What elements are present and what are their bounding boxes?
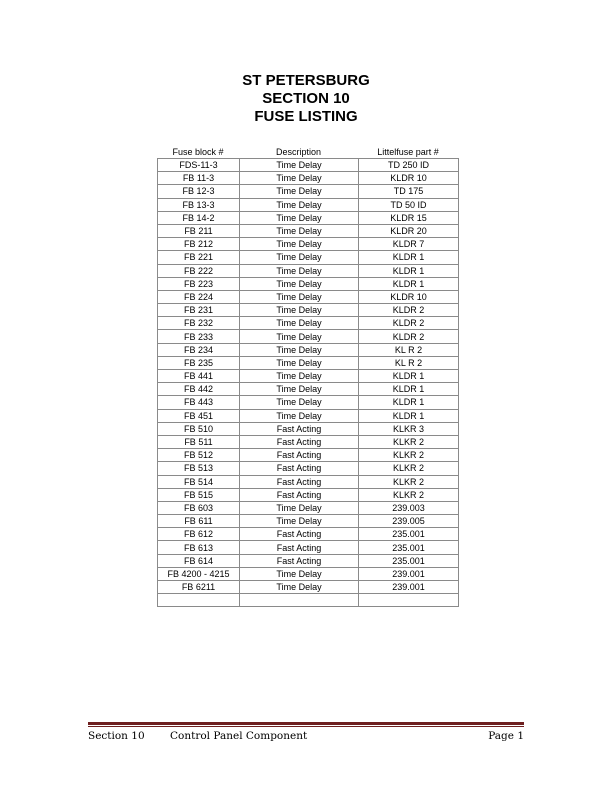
- cell-fuse-block: FB 221: [158, 251, 240, 264]
- table-row: [158, 449, 459, 462]
- cell-part-number: KLDR 2: [359, 304, 459, 317]
- cell-part-number: KLDR 1: [359, 370, 459, 383]
- table-row: [158, 554, 459, 567]
- table-row: [158, 211, 459, 224]
- cell-fuse-block: FB 514: [158, 475, 240, 488]
- table-row: [158, 541, 459, 554]
- cell-description: Fast Acting: [240, 475, 359, 488]
- cell-part-number: KLKR 2: [359, 488, 459, 501]
- table-row: [158, 356, 459, 369]
- cell-description: Time Delay: [240, 567, 359, 580]
- cell-description: Time Delay: [240, 383, 359, 396]
- cell-part-number: KLDR 1: [359, 383, 459, 396]
- cell-fuse-block: FB 513: [158, 462, 240, 475]
- cell-part-number: 235.001: [359, 554, 459, 567]
- table-row: [158, 304, 459, 317]
- table-row: [158, 462, 459, 475]
- title-city: ST PETERSBURG: [242, 72, 370, 89]
- cell-part-number: 239.005: [359, 515, 459, 528]
- cell-fuse-block: FB 11-3: [158, 172, 240, 185]
- cell-fuse-block: FB 235: [158, 356, 240, 369]
- cell-fuse-block: FB 511: [158, 435, 240, 448]
- cell-description: Fast Acting: [240, 488, 359, 501]
- cell-description: Time Delay: [240, 198, 359, 211]
- cell-part-number: KLDR 1: [359, 409, 459, 422]
- cell-fuse-block: FB 234: [158, 343, 240, 356]
- cell-description: Time Delay: [240, 224, 359, 237]
- cell-description: Time Delay: [240, 356, 359, 369]
- cell-description: Time Delay: [240, 343, 359, 356]
- table-row: [158, 251, 459, 264]
- cell-description: Time Delay: [240, 277, 359, 290]
- cell-part-number: KL R 2: [359, 343, 459, 356]
- table-row: [158, 475, 459, 488]
- table-row: [158, 185, 459, 198]
- cell-part-number: 235.001: [359, 541, 459, 554]
- cell-part-number: KLKR 2: [359, 435, 459, 448]
- cell-part-number: KLDR 20: [359, 224, 459, 237]
- cell-part-number: KLDR 2: [359, 330, 459, 343]
- table-row: [158, 567, 459, 580]
- cell-fuse-block: FB 441: [158, 370, 240, 383]
- cell-description: Time Delay: [240, 581, 359, 594]
- cell-description: Time Delay: [240, 211, 359, 224]
- cell-part-number: 239.003: [359, 501, 459, 514]
- table-row: [158, 264, 459, 277]
- table-row: [158, 159, 459, 172]
- cell-description: Time Delay: [240, 396, 359, 409]
- cell-fuse-block: FB 6211: [158, 581, 240, 594]
- cell-fuse-block: FB 222: [158, 264, 240, 277]
- cell-fuse-block: FB 613: [158, 541, 240, 554]
- cell-description: Fast Acting: [240, 528, 359, 541]
- cell-fuse-block: FB 12-3: [158, 185, 240, 198]
- cell-part-number: KLDR 1: [359, 277, 459, 290]
- cell-part-number: KLDR 10: [359, 290, 459, 303]
- cell-fuse-block: FB 223: [158, 277, 240, 290]
- cell-fuse-block: FB 614: [158, 554, 240, 567]
- table-row: [158, 238, 459, 251]
- cell-part-number: KLDR 10: [359, 172, 459, 185]
- table-row: [158, 581, 459, 594]
- table-row: [158, 224, 459, 237]
- cell-part-number: KL R 2: [359, 356, 459, 369]
- cell-part-number: KLDR 1: [359, 264, 459, 277]
- header-fuse-block: Fuse block #: [172, 147, 224, 157]
- cell-fuse-block: FB 612: [158, 528, 240, 541]
- page-footer: [88, 730, 524, 746]
- cell-part-number: KLDR 15: [359, 211, 459, 224]
- cell-description: Time Delay: [240, 238, 359, 251]
- cell-fuse-block: FB 211: [158, 224, 240, 237]
- cell-description: Fast Acting: [240, 541, 359, 554]
- cell-description: Time Delay: [240, 251, 359, 264]
- cell-description: Time Delay: [240, 172, 359, 185]
- cell-part-number: KLDR 1: [359, 251, 459, 264]
- cell-fuse-block: FB 443: [158, 396, 240, 409]
- cell-description: Fast Acting: [240, 449, 359, 462]
- table-row: [158, 198, 459, 211]
- cell-fuse-block: FB 512: [158, 449, 240, 462]
- fuse-table: [157, 158, 459, 607]
- title-listing: FUSE LISTING: [254, 108, 358, 125]
- fuse-table-body: [158, 159, 459, 607]
- cell-description: Fast Acting: [240, 435, 359, 448]
- table-row: [158, 343, 459, 356]
- cell-fuse-block: FB 232: [158, 317, 240, 330]
- cell-fuse-block: FB 231: [158, 304, 240, 317]
- table-row: [158, 370, 459, 383]
- footer-section: Section 10: [88, 730, 145, 742]
- cell-part-number: [359, 594, 459, 607]
- cell-fuse-block: [158, 594, 240, 607]
- cell-fuse-block: FB 13-3: [158, 198, 240, 211]
- cell-fuse-block: FB 4200 - 4215: [158, 567, 240, 580]
- cell-part-number: KLKR 3: [359, 422, 459, 435]
- cell-description: Time Delay: [240, 290, 359, 303]
- table-row: [158, 330, 459, 343]
- cell-fuse-block: FB 510: [158, 422, 240, 435]
- cell-description: Time Delay: [240, 185, 359, 198]
- cell-fuse-block: FB 14-2: [158, 211, 240, 224]
- footer-rule-thin: [88, 726, 524, 727]
- table-row: [158, 383, 459, 396]
- footer-component: Control Panel Component: [170, 730, 308, 742]
- cell-description: Time Delay: [240, 409, 359, 422]
- table-row: [158, 501, 459, 514]
- table-row: [158, 317, 459, 330]
- cell-fuse-block: FB 233: [158, 330, 240, 343]
- header-description: Description: [275, 147, 322, 157]
- table-row: [158, 435, 459, 448]
- cell-fuse-block: FDS-11-3: [158, 159, 240, 172]
- cell-part-number: KLKR 2: [359, 475, 459, 488]
- cell-fuse-block: FB 442: [158, 383, 240, 396]
- cell-part-number: TD 250 ID: [359, 159, 459, 172]
- table-row: [158, 409, 459, 422]
- footer-page-number: Page 1: [488, 730, 524, 742]
- cell-fuse-block: FB 212: [158, 238, 240, 251]
- title-section: SECTION 10: [262, 90, 350, 107]
- header-littelfuse-part: Littelfuse part #: [377, 147, 439, 157]
- table-row: [158, 515, 459, 528]
- cell-description: [240, 594, 359, 607]
- cell-fuse-block: FB 603: [158, 501, 240, 514]
- cell-description: Fast Acting: [240, 422, 359, 435]
- cell-description: Fast Acting: [240, 462, 359, 475]
- cell-description: Time Delay: [240, 501, 359, 514]
- cell-fuse-block: FB 451: [158, 409, 240, 422]
- cell-part-number: KLDR 2: [359, 317, 459, 330]
- table-row: [158, 396, 459, 409]
- page-title: [0, 72, 612, 126]
- table-row: [158, 277, 459, 290]
- footer-rule: [88, 722, 524, 725]
- table-row: [158, 172, 459, 185]
- cell-description: Time Delay: [240, 370, 359, 383]
- cell-part-number: TD 175: [359, 185, 459, 198]
- cell-description: Time Delay: [240, 330, 359, 343]
- cell-fuse-block: FB 515: [158, 488, 240, 501]
- cell-description: Time Delay: [240, 159, 359, 172]
- cell-part-number: 239.001: [359, 567, 459, 580]
- cell-part-number: 239.001: [359, 581, 459, 594]
- cell-fuse-block: FB 611: [158, 515, 240, 528]
- cell-part-number: KLKR 2: [359, 449, 459, 462]
- cell-description: Time Delay: [240, 515, 359, 528]
- cell-description: Fast Acting: [240, 554, 359, 567]
- table-row: [158, 488, 459, 501]
- cell-part-number: KLKR 2: [359, 462, 459, 475]
- cell-description: Time Delay: [240, 264, 359, 277]
- cell-fuse-block: FB 224: [158, 290, 240, 303]
- cell-description: Time Delay: [240, 304, 359, 317]
- cell-part-number: KLDR 7: [359, 238, 459, 251]
- table-row: [158, 528, 459, 541]
- cell-part-number: TD 50 ID: [359, 198, 459, 211]
- cell-description: Time Delay: [240, 317, 359, 330]
- table-row: [158, 422, 459, 435]
- cell-part-number: KLDR 1: [359, 396, 459, 409]
- cell-part-number: 235.001: [359, 528, 459, 541]
- table-row: [158, 290, 459, 303]
- table-row: [158, 594, 459, 607]
